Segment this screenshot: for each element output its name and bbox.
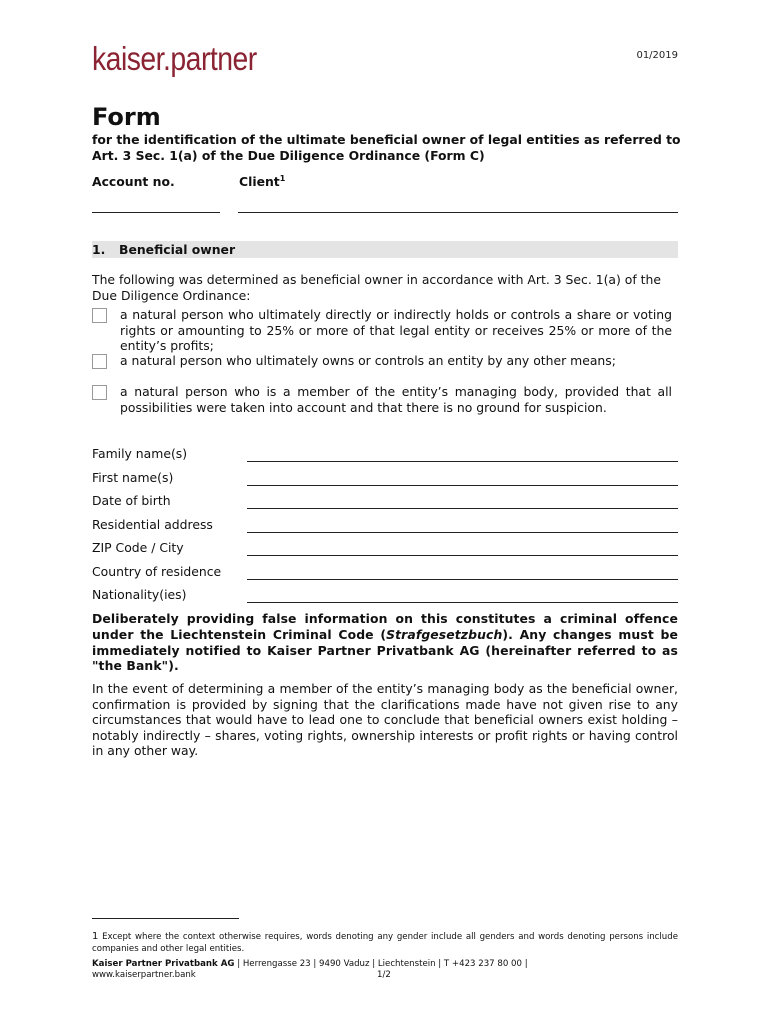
date-of-birth-field[interactable] bbox=[247, 508, 678, 509]
bank-footer bbox=[92, 958, 678, 970]
bank-name: Kaiser Partner Privatbank AG bbox=[92, 959, 235, 969]
warning-text-part1: Deliberately providing false information on this constitutes a criminal offence under the Liechtenstein Criminal Code ( bbox=[92, 611, 678, 642]
warning-text-italic: Strafgesetzbuch bbox=[386, 626, 503, 642]
checkbox-option-1[interactable] bbox=[92, 308, 107, 323]
zip-city-label: ZIP Code / City bbox=[92, 540, 184, 555]
section-number: 1. bbox=[92, 242, 106, 257]
first-name-field[interactable] bbox=[247, 485, 678, 486]
option-2-text: a natural person who ultimately owns or controls an entity by any other means; bbox=[120, 353, 616, 368]
form-date: 01/2019 bbox=[636, 50, 678, 61]
false-information-warning bbox=[92, 611, 678, 674]
bank-address: | Herrengasse 23 | 9490 Vaduz | Liechtenstein | T +423 237 80 00 | bbox=[237, 959, 528, 969]
footnote-text: Except where the context otherwise requires, words denoting any gender include all genders and words denoting persons include companies and other legal entities. bbox=[92, 932, 678, 954]
section-title-text: Beneficial owner bbox=[119, 242, 236, 257]
first-name-label: First name(s) bbox=[92, 470, 174, 485]
client-label-text: Client bbox=[239, 174, 280, 190]
footnote-divider bbox=[92, 918, 239, 919]
checkbox-option-2[interactable] bbox=[92, 354, 107, 369]
option-1-text: a natural person who ultimately directly or indirectly holds or controls a share or voting rights or amounting to 25% or more of that legal entity or receives 25% or more of the entity’s profits; bbox=[120, 307, 672, 353]
residential-address-label: Residential address bbox=[92, 517, 213, 532]
form-subtitle: for the identification of the ultimate beneficial owner of legal entities as referred to Art. 3 Sec. 1(a) of the Due Diligence Ordinance (Form C) bbox=[92, 132, 681, 163]
managing-body-note: In the event of determining a member of the entity’s managing body as the beneficial owner, confirmation is provided by signing that the clarifications made have not given rise to any circumstances that would have to lead one to conclude that beneficial owners exist holding – notably indirectly – shares, voting rights, ownership interests or profit rights or having control in any other way. bbox=[92, 681, 678, 758]
section-title-beneficial-owner bbox=[92, 242, 235, 257]
residential-address-field[interactable] bbox=[247, 532, 678, 533]
zip-city-field[interactable] bbox=[247, 555, 678, 556]
page-number: 1/2 bbox=[377, 970, 391, 980]
bank-website-link[interactable]: www.kaiserpartner.bank bbox=[92, 970, 196, 980]
option-3-text: a natural person who is a member of the entity’s managing body, provided that all possibilities were taken into account and that there is no ground for suspicion. bbox=[120, 384, 672, 415]
footnote-number: 1 bbox=[92, 931, 99, 942]
account-number-field[interactable] bbox=[92, 212, 220, 213]
country-of-residence-label: Country of residence bbox=[92, 564, 222, 579]
client-footnote-mark: 1 bbox=[279, 174, 286, 183]
page-title: Form bbox=[92, 103, 161, 131]
footnote bbox=[92, 931, 678, 955]
client-label bbox=[239, 174, 285, 189]
checkbox-option-3[interactable] bbox=[92, 385, 107, 400]
nationality-label: Nationality(ies) bbox=[92, 587, 187, 602]
nationality-field[interactable] bbox=[247, 602, 678, 603]
kaiser-partner-logo: kaiser.partner bbox=[92, 40, 257, 77]
client-field[interactable] bbox=[238, 212, 678, 213]
family-name-label: Family name(s) bbox=[92, 446, 188, 461]
family-name-field[interactable] bbox=[247, 461, 678, 462]
warning-text-part2: ). Any changes must be immediately notified to Kaiser Partner Privatbank AG (hereinafter referred to as "the Bank"). bbox=[92, 626, 678, 674]
date-of-birth-label: Date of birth bbox=[92, 493, 171, 508]
account-number-label: Account no. bbox=[92, 174, 175, 189]
country-of-residence-field[interactable] bbox=[247, 579, 678, 580]
section-intro: The following was determined as beneficial owner in accordance with Art. 3 Sec. 1(a) of the Due Diligence Ordinance: bbox=[92, 272, 662, 303]
